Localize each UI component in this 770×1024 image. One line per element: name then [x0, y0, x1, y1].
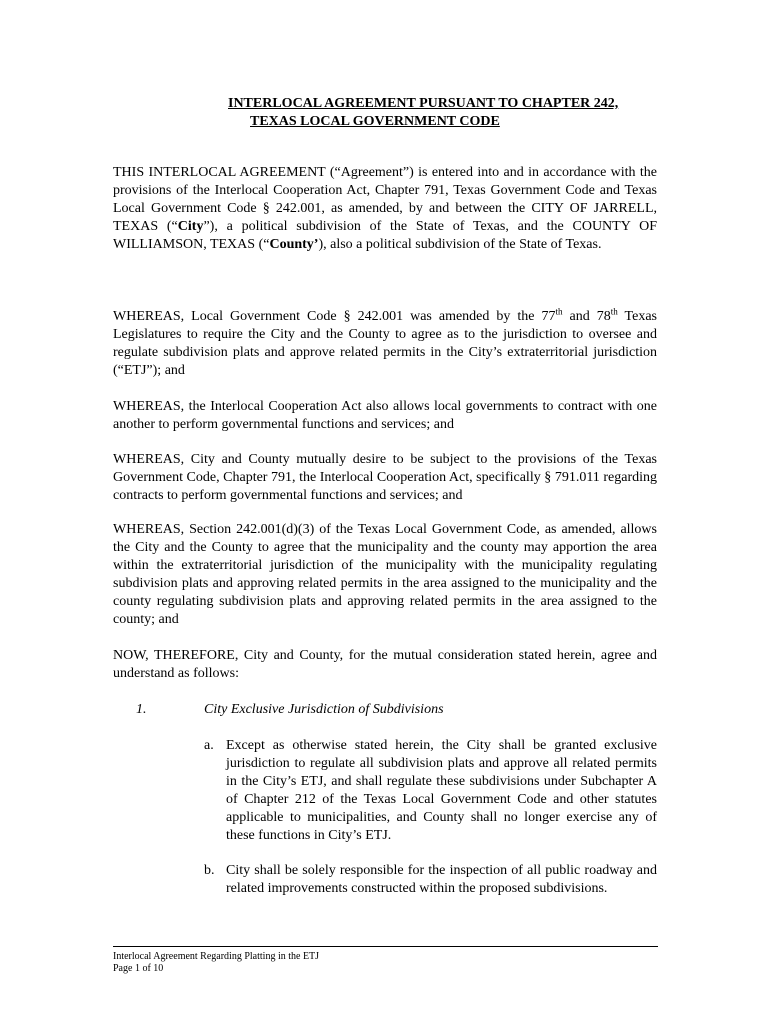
footer-title: Interlocal Agreement Regarding Platting in the ETJ	[113, 951, 320, 962]
intro-text-1: THIS INTERLOCAL AGREEMENT (“Agreement”) is entered into and in accordance with the provisions of the Interlocal Cooperation Act, Chapter 791, Texas Government Code and Texas Local Government Code § 242.001, as amended, by and between the CITY OF JARRELL, TEXAS (“	[113, 165, 657, 234]
page-footer	[113, 951, 319, 975]
whereas-paragraph-4: WHEREAS, Section 242.001(d)(3) of the Texas Local Government Code, as amended, allows the City and the County to agree that the municipality and the county may apportion the area within the extraterritorial jurisdiction of the municipality with the municipality regulating subdivision plats and approving related permits in the area assigned to the municipality and the county regulating subdivision plats and approving related permits in the area assigned to the county; and	[113, 522, 657, 627]
footer-divider	[113, 946, 658, 947]
section-1-number: 1.	[136, 702, 147, 717]
whereas1-text-3: Texas Legislatures to require the City and the County to agree as to the jurisdiction to oversee and regulate subdivision plats and approve related permits in the City’s extraterritorial jurisdiction (“ETJ”); and	[113, 309, 657, 378]
list-item-a	[204, 737, 657, 845]
list-item-b-text: City shall be solely responsible for the inspection of all public roadway and related improvements constructed within the proposed subdivisions.	[226, 863, 657, 896]
title-line-2: TEXAS LOCAL GOVERNMENT CODE	[250, 114, 500, 129]
document-title	[228, 95, 688, 131]
section-1-heading: City Exclusive Jurisdiction of Subdivisions	[204, 702, 444, 717]
whereas-paragraph-2: WHEREAS, the Interlocal Cooperation Act also allows local governments to contract with one another to perform governmental functions and services; and	[113, 399, 657, 432]
intro-text-3: ), also a political subdivision of the State of Texas.	[318, 237, 602, 252]
title-line-1: INTERLOCAL AGREEMENT PURSUANT TO CHAPTER 242,	[228, 96, 619, 111]
intro-text-2: ”), a political subdivision of the State of Texas, and the COUNTY OF WILLIAMSON, TEXAS (“	[113, 219, 657, 252]
superscript-th-1: th	[555, 306, 563, 317]
city-defined-term: City	[177, 219, 204, 234]
list-item-a-text: Except as otherwise stated herein, the City shall be granted exclusive jurisdiction to regulate all subdivision plats and approve all related permits in the City’s ETJ, and shall regulate these subdivisions under Subchapter A of Chapter 212 of the Texas Local Government Code and other statutes applicable to municipalities, and County shall no longer exercise any of these functions in City’s ETJ.	[226, 738, 657, 843]
list-item-a-label: a.	[204, 738, 214, 753]
intro-paragraph	[113, 164, 657, 254]
superscript-th-2: th	[610, 306, 618, 317]
county-defined-term: County’	[269, 237, 319, 252]
list-item-b	[204, 862, 657, 898]
now-therefore-paragraph: NOW, THEREFORE, City and County, for the mutual consideration stated herein, agree and understand as follows:	[113, 648, 657, 681]
footer-page-number: Page 1 of 10	[113, 963, 164, 974]
whereas1-text-2: and 78	[562, 309, 611, 324]
whereas-paragraph-1	[113, 308, 657, 380]
list-item-b-label: b.	[204, 863, 215, 878]
whereas-paragraph-3: WHEREAS, City and County mutually desire to be subject to the provisions of the Texas Government Code, Chapter 791, the Interlocal Cooperation Act, specifically § 791.011 regarding contracts to perform governmental functions and services; and	[113, 452, 657, 503]
whereas1-text-1: WHEREAS, Local Government Code § 242.001 was amended by the 77	[113, 309, 556, 324]
